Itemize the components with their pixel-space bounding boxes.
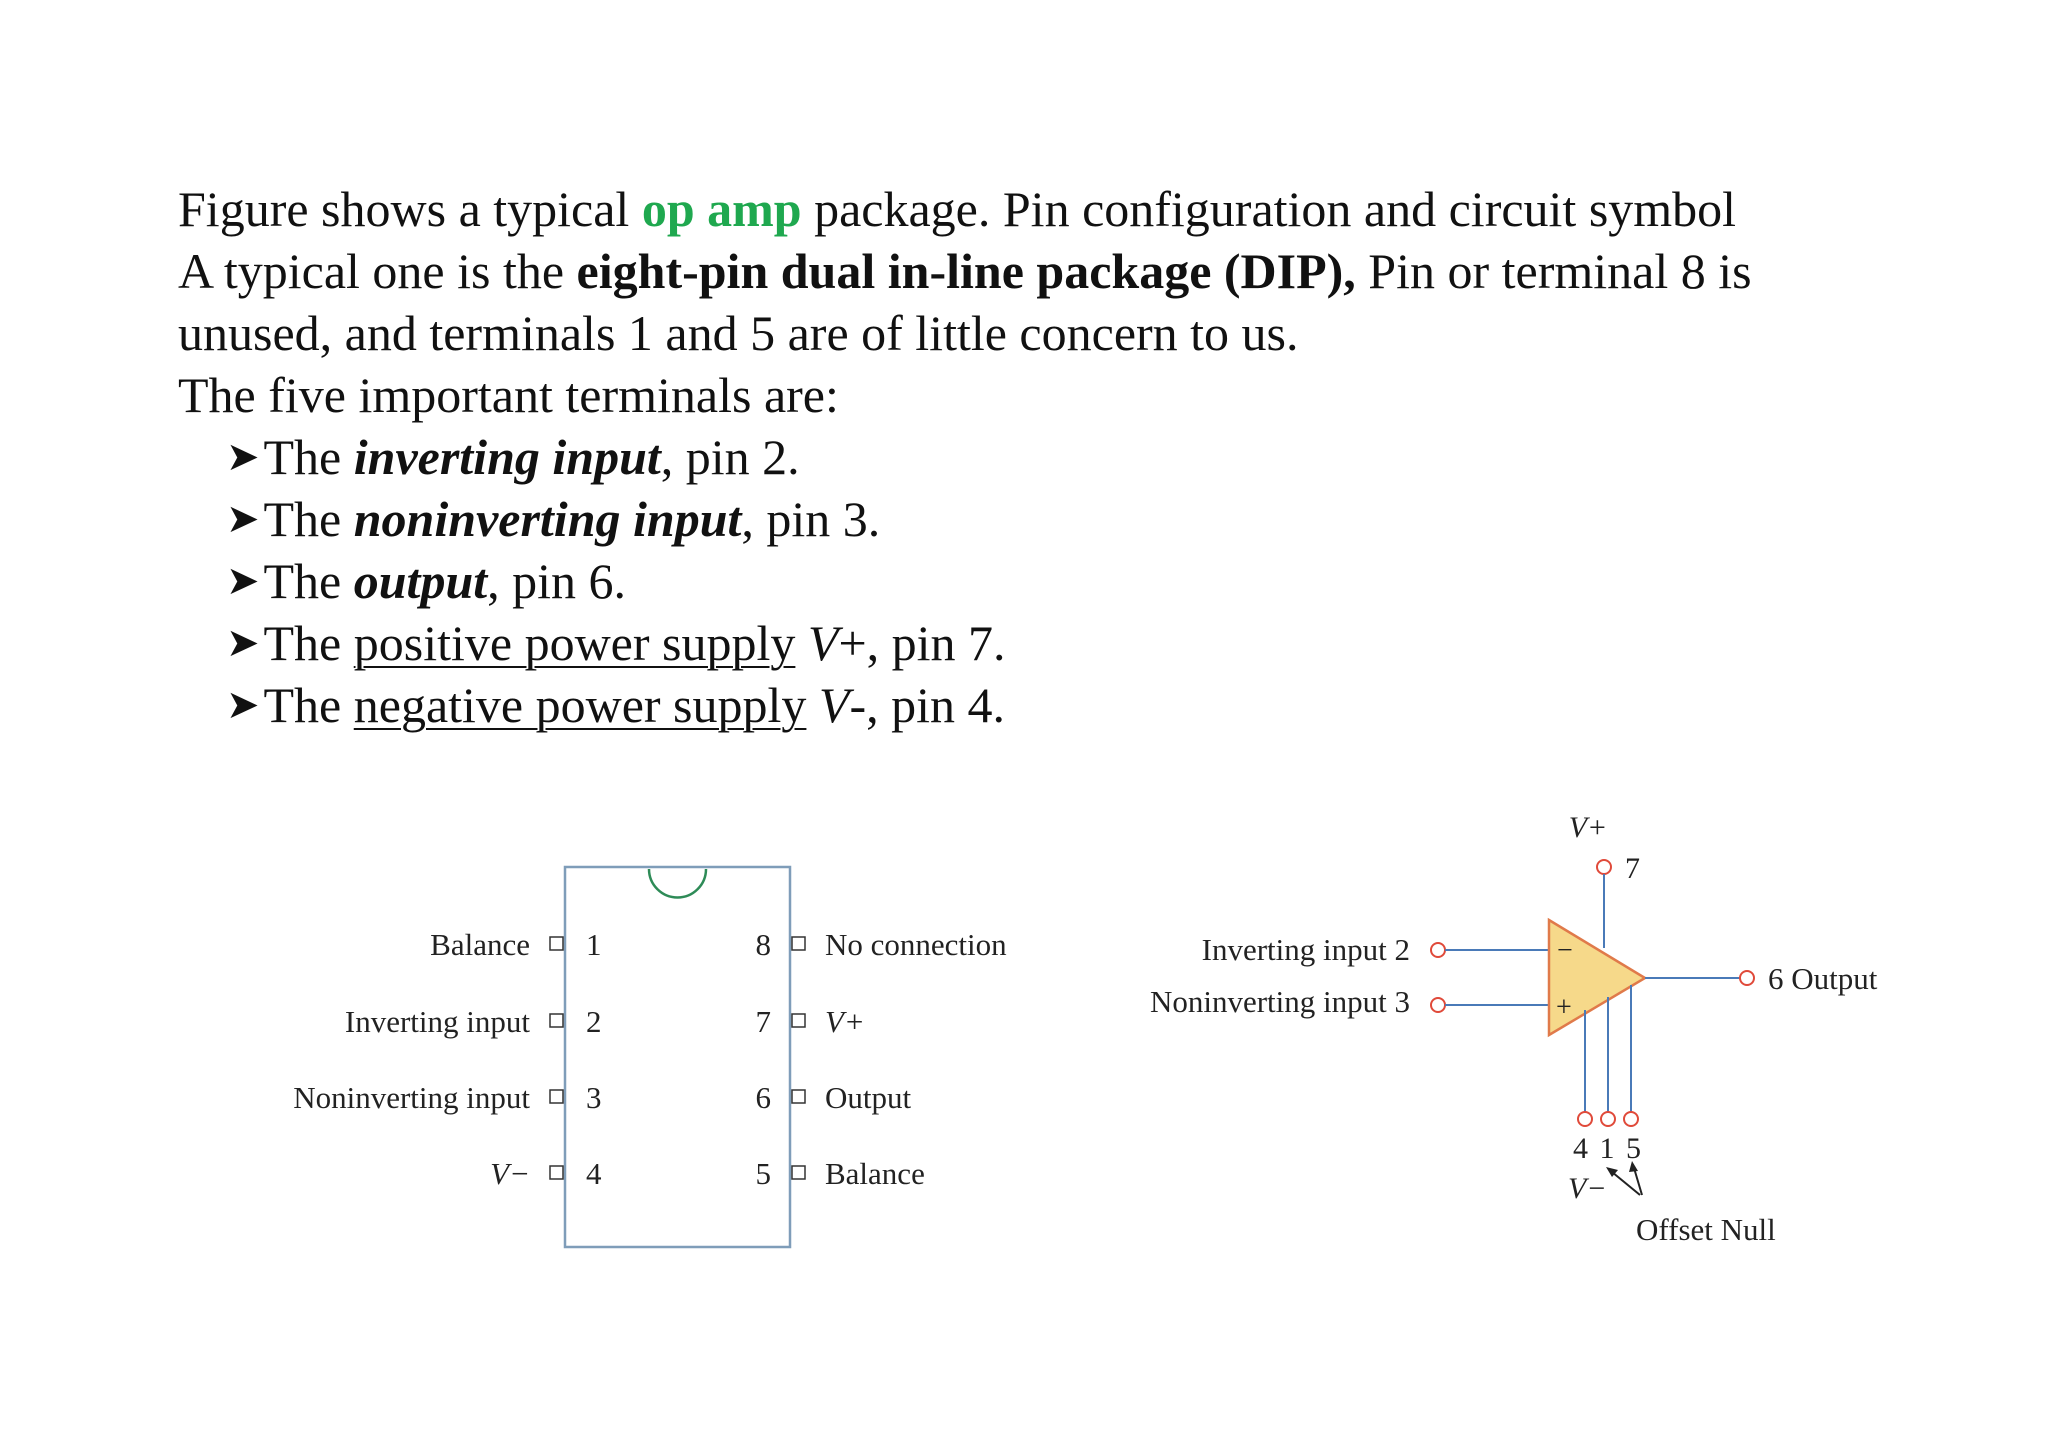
dip-pin-3 xyxy=(550,1090,563,1103)
text-block xyxy=(178,178,1978,736)
dip-pin-number: 7 xyxy=(755,1004,771,1039)
terminal-4 xyxy=(1578,1112,1592,1126)
bullet-text: The xyxy=(263,553,354,609)
dip-pin-7 xyxy=(792,1014,805,1027)
bullet-text: The xyxy=(263,491,354,547)
dip-package xyxy=(293,867,1007,1247)
arrowhead-icon: ➤ xyxy=(226,434,260,480)
offset-null-arrows xyxy=(1606,1161,1642,1195)
bullet-text: The xyxy=(263,677,354,733)
terminal-3 xyxy=(1431,998,1445,1012)
arrowhead-icon: ➤ xyxy=(226,496,260,542)
op-amp-figure xyxy=(0,760,2048,1280)
bullet-text: The xyxy=(263,429,354,485)
bullet-term: noninverting input xyxy=(353,491,742,547)
dip-pin-label: Balance xyxy=(825,1156,925,1191)
terminal-7 xyxy=(1597,860,1611,874)
dip-pin-label: Output xyxy=(825,1080,912,1115)
dip-pin-label: Inverting input xyxy=(344,1004,530,1039)
bullet-text: , pin 3. xyxy=(741,491,881,547)
intro-text: Figure shows a typical xyxy=(178,181,642,237)
dip-pin-number: 3 xyxy=(586,1080,602,1115)
voltage-symbol: V xyxy=(818,677,850,733)
bullet-term: negative power supply xyxy=(353,677,807,733)
dip-pin-8 xyxy=(792,937,805,950)
terminal-5 xyxy=(1624,1112,1638,1126)
minus-sign: − xyxy=(1557,935,1573,966)
bullet-term: positive power supply xyxy=(353,615,796,671)
arrowhead-icon: ➤ xyxy=(226,558,260,604)
terminal-2 xyxy=(1431,943,1445,957)
output-label: 6 Output xyxy=(1768,961,1878,996)
list-item xyxy=(226,550,1978,612)
intro-line-1 xyxy=(178,178,1978,240)
list-item xyxy=(226,426,1978,488)
voltage-symbol: V xyxy=(807,615,839,671)
bullet-text: +, pin 7. xyxy=(838,615,1006,671)
dip-pin-label: Noninverting input xyxy=(293,1080,530,1115)
bullet-text: -, pin 4. xyxy=(849,677,1006,733)
dip-pin-1 xyxy=(550,937,563,950)
offset-null-label: Offset Null xyxy=(1636,1212,1776,1247)
dip-pin-number: 1 xyxy=(586,927,602,962)
intro-line-4: The five important terminals are: xyxy=(178,367,839,423)
intro-line-2 xyxy=(178,240,1978,302)
dip-pin-6 xyxy=(792,1090,805,1103)
dip-pin-number: 4 xyxy=(586,1156,602,1191)
bullet-term: output xyxy=(353,553,488,609)
bottom-pin-numbers: 4 1 5 xyxy=(1573,1132,1643,1165)
intro-text: package. Pin configuration and circuit symbol xyxy=(801,181,1737,237)
dip-pin-number: 2 xyxy=(586,1004,602,1039)
arrowhead-icon: ➤ xyxy=(226,620,260,666)
dip-notch xyxy=(649,869,706,898)
dip-pin-label: No connection xyxy=(825,927,1007,962)
bullet-term: inverting input xyxy=(353,429,661,485)
bullet-text: , pin 2. xyxy=(660,429,800,485)
dip-left-pins xyxy=(293,927,602,1191)
list-item xyxy=(226,488,1978,550)
intro-text: A typical one is the xyxy=(178,243,577,299)
pin-7-number: 7 xyxy=(1625,852,1640,885)
dip-pin-4 xyxy=(550,1166,563,1179)
dip-right-pins xyxy=(756,927,1008,1191)
terminal-list xyxy=(226,426,1978,736)
vplus-label: V+ xyxy=(1568,811,1608,844)
dip-pin-number: 5 xyxy=(755,1156,771,1191)
bullet-text: , pin 6. xyxy=(487,553,627,609)
dip-pin-number: 6 xyxy=(755,1080,771,1115)
bullet-text: The xyxy=(263,615,354,671)
dip-pin-label: Balance xyxy=(430,927,530,962)
op-amp-symbol xyxy=(1150,811,1878,1247)
terminal-1 xyxy=(1601,1112,1615,1126)
noninverting-input-label: Noninverting input 3 xyxy=(1149,984,1410,1019)
dip-term: eight-pin dual in-line package (DIP), xyxy=(576,243,1356,299)
inverting-input-label: Inverting input 2 xyxy=(1201,932,1410,967)
op-amp-highlight: op amp xyxy=(641,181,802,237)
plus-sign: + xyxy=(1556,992,1572,1023)
list-item xyxy=(226,674,1978,736)
intro-line-3: unused, and terminals 1 and 5 are of little concern to us. xyxy=(178,305,1299,361)
arrowhead-icon: ➤ xyxy=(226,682,260,728)
dip-pin-label: V− xyxy=(490,1156,530,1191)
intro-text: Pin or terminal 8 is xyxy=(1355,243,1752,299)
dip-pin-5 xyxy=(792,1166,805,1179)
vminus-label: V− xyxy=(1568,1172,1607,1205)
terminal-6 xyxy=(1740,971,1754,985)
dip-pin-label: V+ xyxy=(825,1004,865,1039)
dip-pin-2 xyxy=(550,1014,563,1027)
dip-pin-number: 8 xyxy=(755,927,771,962)
list-item xyxy=(226,612,1978,674)
